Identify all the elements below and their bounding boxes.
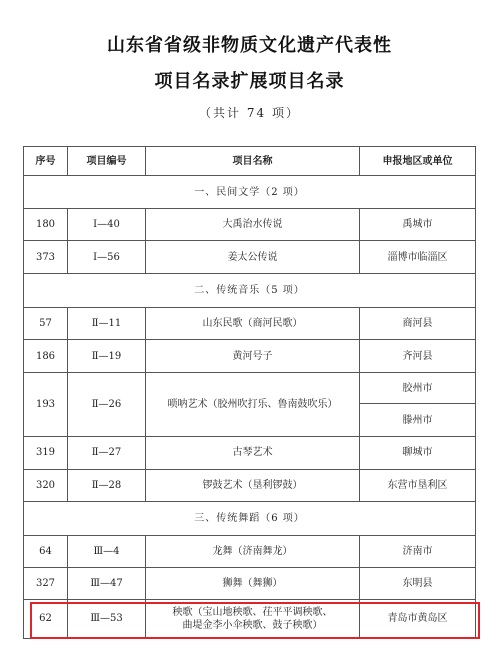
table-row (24, 535, 476, 568)
section-traditional-dance: 三、传统舞蹈（6 项） (24, 502, 476, 536)
cell-name: 龙舞（济南舞龙） (146, 535, 360, 568)
table-row-highlighted (24, 599, 476, 638)
section-folk-literature: 一、民间文学（2 项） (24, 176, 476, 209)
cell-region: 商河县 (360, 307, 476, 340)
cell-name: 姜太公传说 (146, 241, 360, 274)
cell-name: 古琴艺术 (146, 436, 360, 469)
cell-seq: 64 (24, 535, 68, 568)
header-region: 申报地区或单位 (360, 147, 476, 176)
cell-name-line-2: 曲堤金李小伞秧歌、鼓子秧歌） (182, 619, 323, 631)
cell-name: 唢呐艺术（胶州吹打乐、鲁南鼓吹乐） (146, 372, 360, 436)
subtitle-count: （共计 74 项） (199, 106, 300, 120)
cell-name: 大禹治水传说 (146, 208, 360, 241)
cell-code: Ⅰ—40 (68, 208, 146, 241)
table-row (24, 241, 476, 274)
cell-seq: 62 (24, 599, 68, 638)
cell-name: 狮舞（舞狮） (146, 568, 360, 599)
cell-region: 济南市 (360, 535, 476, 568)
cell-seq: 180 (24, 208, 68, 241)
cell-code: Ⅰ—56 (68, 241, 146, 274)
cell-code: Ⅲ—4 (68, 535, 146, 568)
cell-seq: 320 (24, 469, 68, 502)
header-name: 项目名称 (146, 147, 360, 176)
cell-name (146, 599, 360, 638)
cell-region: 滕州市 (360, 404, 476, 437)
section-row (24, 502, 476, 536)
table-row (24, 568, 476, 599)
cell-region: 东明县 (360, 568, 476, 599)
table-row (24, 469, 476, 502)
cell-seq: 373 (24, 241, 68, 274)
cell-code: Ⅱ—19 (68, 340, 146, 373)
header-code: 项目编号 (68, 147, 146, 176)
cell-name: 山东民歌（商河民歌） (146, 307, 360, 340)
cell-name-line-1: 秧歌（宝山地秧歌、茌平平调秧歌、 (172, 606, 333, 618)
cell-code: Ⅱ—26 (68, 372, 146, 436)
cell-code: Ⅲ—47 (68, 568, 146, 599)
cell-region: 东营市垦利区 (360, 469, 476, 502)
header-seq: 序号 (24, 147, 68, 176)
cell-region: 淄博市临淄区 (360, 241, 476, 274)
cell-seq: 327 (24, 568, 68, 599)
cell-code: Ⅱ—28 (68, 469, 146, 502)
table-row (24, 208, 476, 241)
cell-region: 聊城市 (360, 436, 476, 469)
cell-seq: 319 (24, 436, 68, 469)
cell-seq: 193 (24, 372, 68, 436)
cell-code: Ⅱ—27 (68, 436, 146, 469)
section-row (24, 176, 476, 209)
title-line-1: 山东省省级非物质文化遗产代表性 (107, 35, 392, 56)
heritage-table (23, 146, 476, 639)
cell-seq: 57 (24, 307, 68, 340)
cell-name: 锣鼓艺术（垦利锣鼓） (146, 469, 360, 502)
cell-code: Ⅱ—11 (68, 307, 146, 340)
cell-region: 青岛市黄岛区 (360, 599, 476, 638)
section-traditional-music: 二、传统音乐（5 项） (24, 274, 476, 308)
cell-name: 黄河号子 (146, 340, 360, 373)
cell-seq: 186 (24, 340, 68, 373)
title-line-2: 项目名录扩展项目名录 (154, 71, 345, 92)
cell-region: 禹城市 (360, 208, 476, 241)
cell-code: Ⅲ—53 (68, 599, 146, 638)
table-row (24, 307, 476, 340)
cell-region: 胶州市 (360, 372, 476, 403)
table-row (24, 436, 476, 469)
section-row (24, 274, 476, 308)
table-row (24, 372, 476, 403)
cell-region: 齐河县 (360, 340, 476, 373)
table-header-row (24, 147, 476, 176)
table-row (24, 340, 476, 373)
